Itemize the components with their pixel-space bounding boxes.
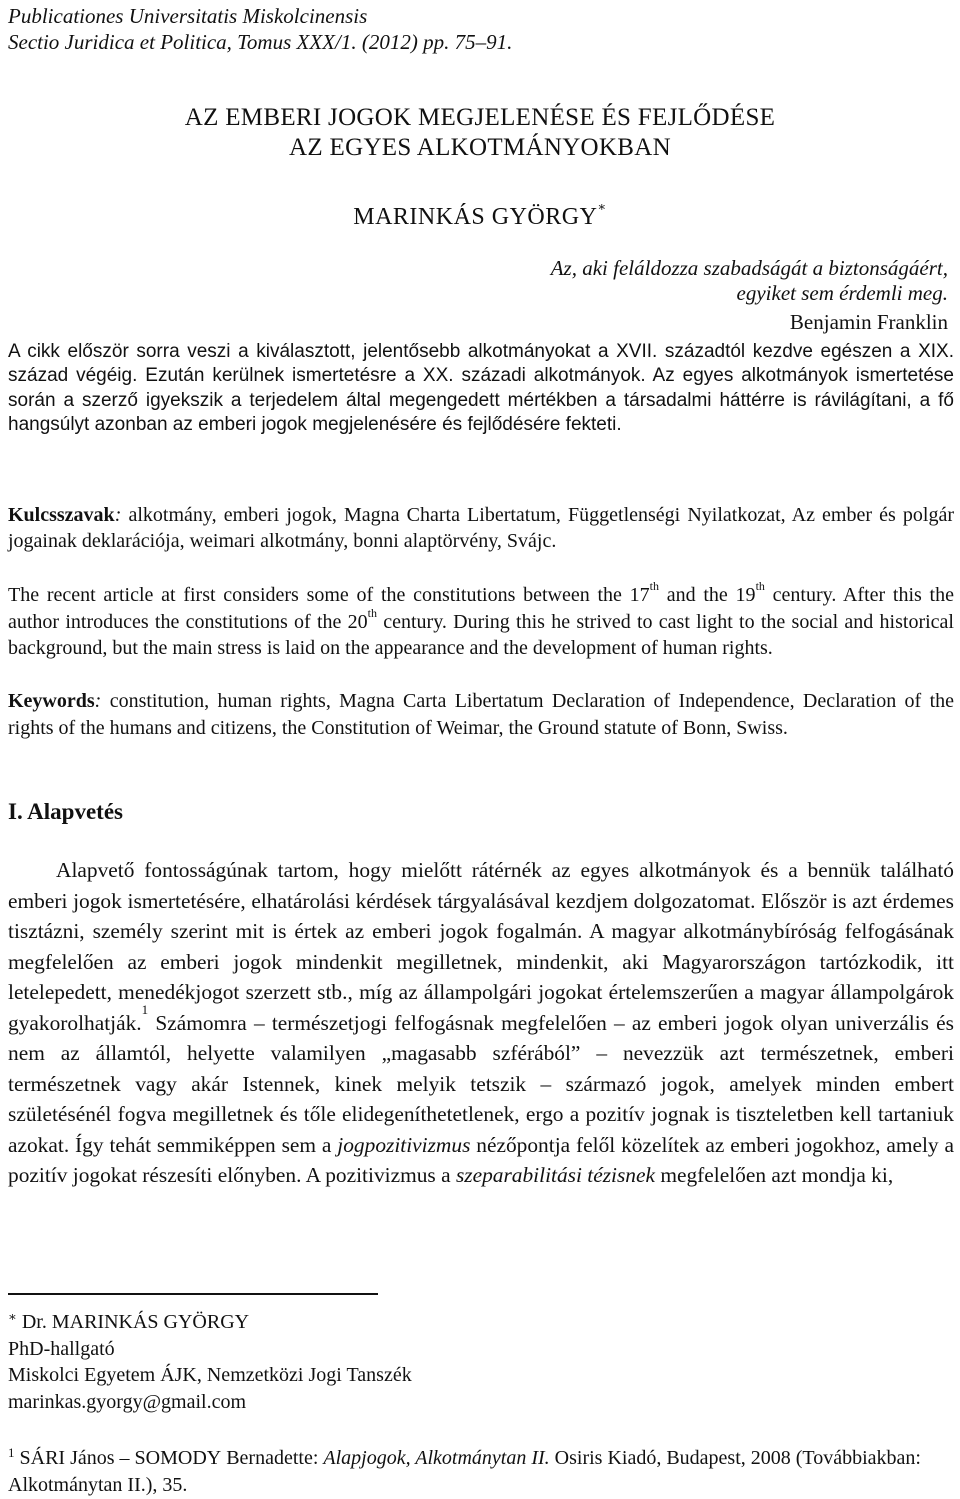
- footnote-author-email[interactable]: marinkas.gyorgy@gmail.com: [8, 1390, 247, 1413]
- fn-author1-initial: S: [19, 1447, 31, 1469]
- epigraph-line-1: Az, aki feláldozza szabadságát a biztonságáért,: [550, 256, 948, 280]
- footnote-author-title: PhD-hallgató: [8, 1337, 115, 1360]
- footnote-author-affiliation: Miskolci Egyetem ÁJK, Nemzetközi Jogi Tanszék: [8, 1364, 412, 1386]
- fn-author2-surname: OMODY: [145, 1447, 222, 1469]
- title-line-2: AZ EGYES ALKOTMÁNYOKBAN: [289, 134, 671, 161]
- journal-name: Publicationes Universitatis Miskolcinensis: [8, 4, 368, 28]
- abstract-en-text-1: The recent article at first considers some of the constitutions between the 17: [8, 584, 650, 606]
- abstract-en-text-3: century. After this the author introduces the constitutions of the 20: [8, 584, 954, 633]
- keywords-hu-text: alkotmány, emberi jogok, Magna Charta Libertatum, Függetlenségi Nyilatkozat, Az ember és polgár jogainak deklarációja, weimari alkotmány, bonni alaptörvény, Svájc.: [8, 504, 954, 552]
- body-text-b: Számomra – természetjogi felfogásnak megfelelően – az emberi jogok olyan univerzális és nem az államtól, helyette valamilyen „magasabb szférából” – nevezzük azt természetnek, emberi természetnek vagy akár Istennek, kinek melyik tetszik – származó jogok, amelyek minden embert születésénél fogva megilletnek és tőle elidegeníthetetlenek, ergo a pozitív jognak is tiszteletben kell tartaniuk azokat. Így tehát semmiképpen sem a: [8, 1010, 954, 1157]
- author-name: MARINKÁS GYÖRGY: [353, 204, 598, 230]
- body-italic-term-2: szeparabilitási tézisnek: [455, 1163, 655, 1187]
- footnote-author-line-1: [8, 1309, 954, 1336]
- body-text-f: megfelelően azt mondja ki,: [654, 1163, 894, 1187]
- journal-header: [8, 3, 512, 55]
- fn-author1-given: János –: [65, 1447, 130, 1469]
- article-title: [0, 103, 960, 163]
- footnote-author: [8, 1309, 954, 1415]
- author-footnote-marker: ∗: [597, 199, 607, 214]
- epigraph-attribution: Benjamin Franklin: [789, 310, 948, 334]
- abstract-en-text-2: and the 19: [659, 584, 756, 606]
- body-text-d: nézőpontja felől közelítek az emberi jogokhoz, amely a pozitív jogokat részesíti előnyben. A pozitivizmus a: [8, 1132, 954, 1187]
- author-line: [0, 196, 960, 232]
- epigraph: [551, 256, 948, 335]
- keywords-english: [8, 688, 954, 741]
- epigraph-line-2: egyiket sem érdemli meg.: [736, 281, 948, 305]
- footnote-reference[interactable]: 1: [141, 1002, 149, 1018]
- ordinal-sup: th: [367, 605, 377, 620]
- fn-work-title: Alapjogok, Alkotmánytan II.: [323, 1447, 550, 1469]
- footnote-marker: ∗: [8, 1309, 17, 1324]
- keywords-en-label: Keywords: [8, 690, 95, 712]
- section-heading: I. Alapvetés: [8, 799, 123, 824]
- body-text-a: Alapvető fontosságúnak tartom, hogy mielőtt rátérnék az egyes alkotmányok és a bennük található emberi jogok ismertetésére, elhatárolási kérdések tárgyalásával kezdjem dolgozatomat. Először is azt érdemes tisztázni, személy szerint mit is értek az emberi jogok fogalmán. A magyar alkotmánybíróság felfogásának megfelelően az emberi jogok mindenkit megilletnek, mindenkit, aki Magyarországon tartózkodik, itt letelepedett, menedékjogot szerzett stb., míg az állampolgári jogokat értelemszerűen a magyar állampolgárok gyakorolhatják.: [8, 858, 954, 1035]
- fn-author1-surname: ÁRI: [30, 1447, 66, 1469]
- title-line-1: AZ EMBERI JOGOK MEGJELENÉSE ÉS FEJLŐDÉSE: [184, 104, 776, 131]
- keywords-en-sep: :: [94, 690, 102, 712]
- fn-publisher: Osiris Kiadó, Budapest, 2008 (Továbbiakban: Alkotmánytan II.), 35.: [8, 1447, 921, 1496]
- footnote-1: [8, 1445, 954, 1498]
- footnote-author-name: Dr. MARINKÁS GYÖRGY: [16, 1311, 250, 1333]
- body-italic-term-1: jogpozitivizmus: [337, 1132, 471, 1157]
- footnote-divider: [8, 1293, 378, 1295]
- keywords-hu-label: Kulcsszavak: [8, 504, 115, 526]
- body-paragraph: [8, 855, 954, 1191]
- ordinal-sup: th: [649, 579, 659, 594]
- journal-volume: Sectio Juridica et Politica, Tomus XXX/1. (2012) pp. 75–91.: [8, 30, 513, 54]
- ordinal-sup: th: [755, 579, 765, 594]
- fn-author2-given: Bernadette:: [221, 1447, 324, 1469]
- abstract-hungarian: A cikk először sorra veszi a kiválasztott, jelentősebb alkotmányokat a XVII. századtól kezdve egészen a XIX. század végéig. Ezután kerülnek ismertetésre a XX. századi alkotmányok. Az egyes alkotmányok ismertetése során a szerző igyekszik a terjedelem által megengedett mértékben a társadalmi háttérre is rávilágítani, a fő hangsúlyt azonban az emberi jogok megjelenésére és fejlődésére fekteti.: [8, 341, 954, 435]
- fn-author2-initial: S: [134, 1447, 146, 1469]
- abstract-en-text-4: century. During this he strived to cast light to the social and historical background, but the main stress is laid on the appearance and the development of human rights.: [8, 610, 954, 659]
- footnote-number: 1: [8, 1445, 15, 1460]
- abstract-english: [8, 579, 954, 662]
- keywords-hu-sep: :: [114, 504, 122, 526]
- keywords-hungarian: [8, 502, 954, 554]
- body-text: [8, 855, 954, 1191]
- keywords-en-text: constitution, human rights, Magna Carta Libertatum Declaration of Independence, Declaration of the rights of the humans and citizens, the Constitution of Weimar, the Ground statute of Bonn, Swiss.: [8, 690, 954, 739]
